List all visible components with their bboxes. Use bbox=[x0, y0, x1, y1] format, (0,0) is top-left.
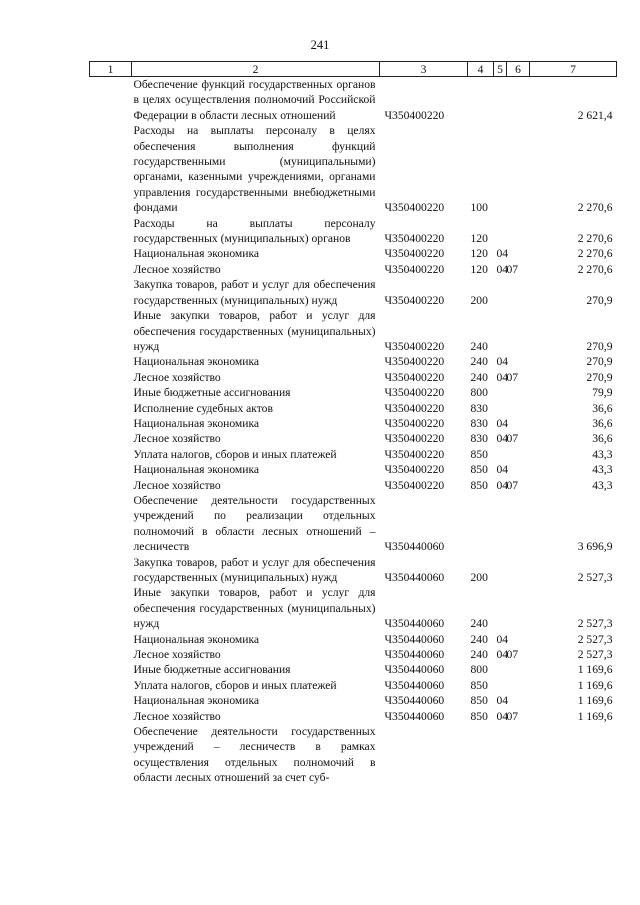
table-row bbox=[90, 401, 617, 416]
row-target-code: Ч350400220 bbox=[384, 108, 445, 122]
row-name: Национальная экономика bbox=[133, 694, 260, 708]
table-row bbox=[90, 632, 617, 647]
header-col-3: 3 bbox=[380, 62, 468, 77]
row-target-code: Ч350400220 bbox=[384, 401, 445, 415]
row-blank-cell bbox=[90, 585, 132, 631]
row-subsection: 07 bbox=[506, 262, 519, 276]
row-blank-cell bbox=[90, 478, 132, 493]
row-amount: 1 169,6 bbox=[577, 709, 613, 723]
row-subsection bbox=[507, 462, 530, 477]
table-row bbox=[90, 431, 617, 446]
table-row bbox=[90, 123, 617, 215]
row-amount: 2 527,3 bbox=[577, 632, 613, 646]
row-amount: 2 270,6 bbox=[577, 201, 613, 215]
row-expense-type: 120 bbox=[470, 232, 488, 246]
row-target-code bbox=[380, 724, 468, 786]
row-section: 04 bbox=[496, 709, 509, 723]
row-target-code: Ч350440060 bbox=[384, 617, 445, 631]
row-blank-cell bbox=[90, 277, 132, 308]
row-amount: 2 527,3 bbox=[577, 648, 613, 662]
row-expense-type: 830 bbox=[470, 432, 488, 446]
row-expense-type: 120 bbox=[470, 247, 488, 261]
row-expense-type: 850 bbox=[470, 478, 488, 492]
row-subsection bbox=[507, 555, 530, 586]
row-expense-type: 120 bbox=[470, 262, 488, 276]
table-row bbox=[90, 354, 617, 369]
header-col-1: 1 bbox=[90, 62, 132, 77]
row-amount: 270,9 bbox=[586, 370, 613, 384]
row-subsection bbox=[507, 216, 530, 247]
row-name: Иные бюджетные ассигнования bbox=[133, 386, 291, 400]
row-amount: 36,6 bbox=[592, 401, 613, 415]
row-section: 04 bbox=[496, 632, 509, 646]
row-name: Закупка товаров, работ и услуг для обеспечения государственных (муниципальных) нужд bbox=[133, 278, 376, 307]
table-header-row bbox=[90, 62, 617, 77]
table-row bbox=[90, 693, 617, 708]
row-expense-type bbox=[468, 724, 494, 786]
row-target-code: Ч350400220 bbox=[384, 262, 445, 276]
table-row bbox=[90, 724, 617, 786]
table-row bbox=[90, 277, 617, 308]
row-expense-type: 800 bbox=[470, 386, 488, 400]
row-amount: 2 270,6 bbox=[577, 232, 613, 246]
row-expense-type: 100 bbox=[470, 201, 488, 215]
row-amount: 36,6 bbox=[592, 416, 613, 430]
row-target-code: Ч350400220 bbox=[384, 447, 445, 461]
row-amount: 43,3 bbox=[592, 463, 613, 477]
row-name: Национальная экономика bbox=[133, 416, 260, 430]
table-row bbox=[90, 447, 617, 462]
row-subsection bbox=[507, 447, 530, 462]
row-amount: 270,9 bbox=[586, 355, 613, 369]
row-target-code: Ч350400220 bbox=[384, 201, 445, 215]
row-amount: 270,9 bbox=[586, 293, 613, 307]
header-col-4: 4 bbox=[468, 62, 494, 77]
row-section: 04 bbox=[496, 370, 509, 384]
row-name: Лесное хозяйство bbox=[133, 432, 221, 446]
header-col-5: 5 bbox=[494, 62, 507, 77]
row-subsection bbox=[507, 354, 530, 369]
row-amount: 3 696,9 bbox=[577, 540, 613, 554]
row-name: Расходы на выплаты персоналу государственных (муниципальных) органов bbox=[133, 216, 376, 246]
table-row bbox=[90, 555, 617, 586]
row-blank-cell bbox=[90, 632, 132, 647]
table-row bbox=[90, 308, 617, 354]
row-name: Исполнение судебных актов bbox=[133, 401, 273, 415]
table-row bbox=[90, 647, 617, 662]
row-section bbox=[494, 724, 507, 786]
row-subsection bbox=[507, 693, 530, 708]
row-target-code: Ч350440060 bbox=[384, 648, 445, 662]
page-number: 241 bbox=[310, 38, 330, 52]
table-row bbox=[90, 262, 617, 277]
row-blank-cell bbox=[90, 693, 132, 708]
row-subsection: 07 bbox=[506, 370, 519, 384]
row-target-code: Ч350440060 bbox=[384, 571, 445, 584]
row-name: Обеспечение функций государственных органов в целях осуществления полномочий Российской Федерации в области лесных отношений bbox=[133, 78, 376, 122]
table-row bbox=[90, 493, 617, 555]
row-blank-cell bbox=[90, 555, 132, 586]
row-expense-type bbox=[468, 493, 494, 555]
budget-table bbox=[89, 61, 617, 786]
row-target-code: Ч350400220 bbox=[384, 478, 445, 492]
row-name: Лесное хозяйство bbox=[133, 648, 221, 662]
row-section: 04 bbox=[496, 478, 509, 492]
row-section: 04 bbox=[496, 416, 509, 430]
table-row bbox=[90, 462, 617, 477]
row-blank-cell bbox=[90, 447, 132, 462]
row-subsection bbox=[507, 277, 530, 308]
row-expense-type: 200 bbox=[470, 293, 488, 307]
row-expense-type: 200 bbox=[470, 571, 488, 584]
row-expense-type: 240 bbox=[470, 370, 488, 384]
header-col-6: 6 bbox=[507, 62, 530, 77]
row-subsection bbox=[507, 246, 530, 261]
row-target-code: Ч350400220 bbox=[384, 355, 445, 369]
row-blank-cell bbox=[90, 385, 132, 400]
row-amount: 1 169,6 bbox=[577, 663, 613, 677]
row-section bbox=[494, 385, 507, 400]
row-expense-type: 850 bbox=[470, 447, 488, 461]
row-name: Иные закупки товаров, работ и услуг для обеспечения государственных (муниципальных) нужд bbox=[133, 586, 376, 631]
row-subsection bbox=[507, 724, 530, 786]
row-target-code: Ч350440060 bbox=[384, 694, 445, 708]
row-target-code: Ч350440060 bbox=[384, 678, 445, 692]
row-target-code: Ч350440060 bbox=[384, 540, 445, 554]
row-blank-cell bbox=[90, 354, 132, 369]
row-section bbox=[494, 585, 507, 631]
row-section bbox=[494, 216, 507, 247]
row-section bbox=[494, 123, 507, 215]
row-expense-type: 240 bbox=[470, 617, 488, 631]
row-subsection: 07 bbox=[506, 648, 519, 662]
row-subsection: 07 bbox=[506, 709, 519, 723]
row-amount: 43,3 bbox=[592, 478, 613, 492]
row-name: Расходы на выплаты персоналу в целях обеспечения выполнения функций государственными (муниципальными) органами, казенными учреждениями, органами управления государственными внебюджетными фондами bbox=[133, 124, 376, 215]
row-blank-cell bbox=[90, 462, 132, 477]
row-target-code: Ч350400220 bbox=[384, 247, 445, 261]
row-name: Обеспечение деятельности государственных учреждений по реализации отдельных полномочий в области лесных отношений – лесничеств bbox=[133, 493, 376, 554]
row-expense-type: 850 bbox=[470, 709, 488, 723]
row-amount: 36,6 bbox=[592, 432, 613, 446]
table-row bbox=[90, 585, 617, 631]
row-expense-type: 800 bbox=[470, 663, 488, 677]
row-section bbox=[494, 555, 507, 586]
row-blank-cell bbox=[90, 216, 132, 247]
row-name: Уплата налогов, сборов и иных платежей bbox=[133, 678, 337, 692]
row-amount: 2 270,6 bbox=[577, 262, 613, 276]
row-section bbox=[494, 662, 507, 677]
row-blank-cell bbox=[90, 709, 132, 724]
row-amount: 2 270,6 bbox=[577, 247, 613, 261]
row-subsection bbox=[507, 662, 530, 677]
row-expense-type: 240 bbox=[470, 355, 488, 369]
row-section: 04 bbox=[496, 694, 509, 708]
row-name: Национальная экономика bbox=[133, 355, 260, 369]
row-subsection bbox=[507, 385, 530, 400]
row-amount: 2 527,3 bbox=[577, 571, 613, 584]
row-subsection bbox=[507, 416, 530, 431]
row-name: Лесное хозяйство bbox=[133, 262, 221, 276]
row-amount: 43,3 bbox=[592, 447, 613, 461]
row-expense-type: 850 bbox=[470, 694, 488, 708]
row-expense-type: 850 bbox=[470, 463, 488, 477]
row-blank-cell bbox=[90, 370, 132, 385]
row-name: Лесное хозяйство bbox=[133, 478, 221, 492]
table-row bbox=[90, 370, 617, 385]
header-col-7: 7 bbox=[530, 62, 617, 77]
row-target-code: Ч350440060 bbox=[384, 632, 445, 646]
row-amount bbox=[530, 724, 617, 786]
row-blank-cell bbox=[90, 308, 132, 354]
row-section bbox=[494, 447, 507, 462]
row-section bbox=[494, 77, 507, 124]
row-target-code: Ч350400220 bbox=[384, 370, 445, 384]
row-blank-cell bbox=[90, 662, 132, 677]
table-row bbox=[90, 385, 617, 400]
row-section bbox=[494, 493, 507, 555]
table-row bbox=[90, 678, 617, 693]
row-subsection bbox=[507, 123, 530, 215]
row-subsection bbox=[507, 401, 530, 416]
row-blank-cell bbox=[90, 493, 132, 555]
row-subsection bbox=[507, 585, 530, 631]
table-row bbox=[90, 709, 617, 724]
row-section: 04 bbox=[496, 262, 509, 276]
row-name: Закупка товаров, работ и услуг для обеспечения государственных (муниципальных) нужд bbox=[133, 555, 376, 584]
row-subsection bbox=[507, 308, 530, 354]
row-amount: 79,9 bbox=[592, 386, 613, 400]
row-section: 04 bbox=[496, 648, 509, 662]
row-target-code: Ч350440060 bbox=[384, 663, 445, 677]
row-expense-type: 240 bbox=[470, 339, 488, 353]
row-subsection bbox=[507, 632, 530, 647]
row-name: Национальная экономика bbox=[133, 247, 260, 261]
row-section: 04 bbox=[496, 463, 509, 477]
row-name: Иные бюджетные ассигнования bbox=[133, 663, 291, 677]
row-amount: 1 169,6 bbox=[577, 694, 613, 708]
row-subsection: 07 bbox=[506, 478, 519, 492]
row-name: Иные закупки товаров, работ и услуг для обеспечения государственных (муниципальных) нужд bbox=[133, 309, 376, 353]
row-name: Уплата налогов, сборов и иных платежей bbox=[133, 447, 337, 461]
row-blank-cell bbox=[90, 647, 132, 662]
row-name: Лесное хозяйство bbox=[133, 709, 221, 723]
table-row bbox=[90, 662, 617, 677]
row-blank-cell bbox=[90, 416, 132, 431]
row-subsection bbox=[507, 493, 530, 555]
row-expense-type bbox=[468, 77, 494, 124]
table-row bbox=[90, 77, 617, 124]
header-col-2: 2 bbox=[132, 62, 380, 77]
row-target-code: Ч350400220 bbox=[384, 232, 445, 246]
row-expense-type: 830 bbox=[470, 401, 488, 415]
row-section bbox=[494, 678, 507, 693]
row-blank-cell bbox=[90, 246, 132, 261]
table-body bbox=[90, 77, 617, 786]
row-subsection: 07 bbox=[506, 432, 519, 446]
row-amount: 2 621,4 bbox=[577, 108, 613, 122]
row-subsection bbox=[507, 678, 530, 693]
row-name: Лесное хозяйство bbox=[133, 370, 221, 384]
row-section: 04 bbox=[496, 432, 509, 446]
row-blank-cell bbox=[90, 401, 132, 416]
row-blank-cell bbox=[90, 77, 132, 124]
table-row bbox=[90, 246, 617, 261]
table-row bbox=[90, 416, 617, 431]
table-row bbox=[90, 216, 617, 247]
row-subsection bbox=[507, 77, 530, 124]
row-amount: 2 527,3 bbox=[577, 617, 613, 631]
row-blank-cell bbox=[90, 678, 132, 693]
row-section: 04 bbox=[496, 355, 509, 369]
row-expense-type: 850 bbox=[470, 678, 488, 692]
row-blank-cell bbox=[90, 123, 132, 215]
row-name: Обеспечение деятельности государственных учреждений – лесничеств в рамках осуществления отдельных полномочий в области лесных отношений за счет суб- bbox=[133, 725, 376, 785]
row-target-code: Ч350400220 bbox=[384, 463, 445, 477]
row-target-code: Ч350400220 bbox=[384, 339, 445, 353]
row-name: Национальная экономика bbox=[133, 463, 260, 477]
row-amount: 270,9 bbox=[586, 339, 613, 353]
row-section bbox=[494, 277, 507, 308]
table-row bbox=[90, 478, 617, 493]
row-target-code: Ч350400220 bbox=[384, 432, 445, 446]
row-target-code: Ч350400220 bbox=[384, 293, 445, 307]
row-name: Национальная экономика bbox=[133, 632, 260, 646]
row-target-code: Ч350440060 bbox=[384, 709, 445, 723]
row-blank-cell bbox=[90, 431, 132, 446]
row-target-code: Ч350400220 bbox=[384, 416, 445, 430]
row-section bbox=[494, 308, 507, 354]
row-blank-cell bbox=[90, 262, 132, 277]
row-expense-type: 240 bbox=[470, 632, 488, 646]
row-expense-type: 830 bbox=[470, 416, 488, 430]
row-section bbox=[494, 401, 507, 416]
row-expense-type: 240 bbox=[470, 648, 488, 662]
row-blank-cell bbox=[90, 724, 132, 786]
row-section: 04 bbox=[496, 247, 509, 261]
row-target-code: Ч350400220 bbox=[384, 386, 445, 400]
row-amount: 1 169,6 bbox=[577, 678, 613, 692]
